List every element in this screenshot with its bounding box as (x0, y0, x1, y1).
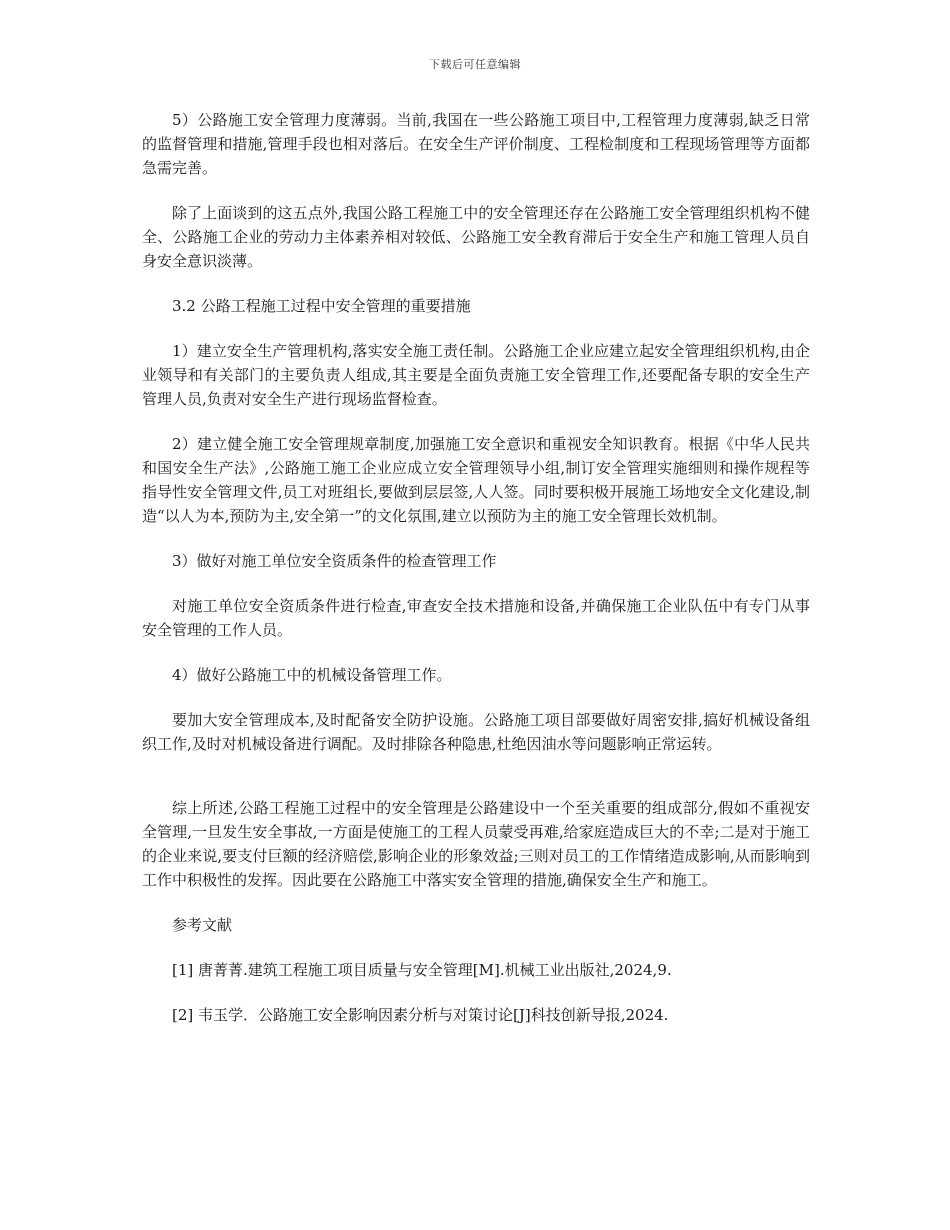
paragraph-measure-4-body: 要加大安全管理成本,及时配备安全防护设施。公路施工项目部要做好周密安排,搞好机械设备组织工作,及时对机械设备进行调配。及时排除各种隐患,杜绝因油水等问题影响正常运转。 (142, 711, 810, 753)
section-heading-3-2: 3.2 公路工程施工过程中安全管理的重要措施 (172, 297, 471, 315)
paragraph-measure-3-body: 对施工单位安全资质条件进行检查,审查安全技术措施和设备,并确保施工企业队伍中有专门从事安全管理的工作人员。 (142, 597, 810, 639)
reference-item-2: [2] 韦玉学．公路施工安全影响因素分析与对策讨论[J]科技创新导报,2024. (172, 1006, 669, 1024)
paragraph-other-issues: 除了上面谈到的这五点外,我国公路工程施工中的安全管理还存在公路施工安全管理组织机构不健全、公路施工企业的劳动力主体素养相对较低、公路施工安全教育滞后于安全生产和施工管理人员自身安全意识淡薄。 (142, 204, 810, 270)
paragraph-measure-1: 1）建立安全生产管理机构,落实安全施工责任制。公路施工企业应建立起安全管理组织机构,由企业领导和有关部门的主要负责人组成,其主要是全面负责施工安全管理工作,还要配备专职的安全生产管理人员,负责对安全生产进行现场监督检查。 (142, 342, 810, 408)
paragraph-measure-3-title: 3）做好对施工单位安全资质条件的检查管理工作 (172, 552, 497, 570)
document-body (142, 108, 810, 1048)
page-header-note: 下载后可任意编辑 (429, 58, 521, 71)
reference-item-1: [1] 唐菁菁.建筑工程施工项目质量与安全管理[M].机械工业出版社,2024,9. (172, 961, 672, 979)
paragraph-measure-4-title: 4）做好公路施工中的机械设备管理工作。 (172, 666, 452, 684)
references-heading: 参考文献 (172, 916, 233, 934)
paragraph-point-5: 5）公路施工安全管理力度薄弱。当前,我国在一些公路施工项目中,工程管理力度薄弱,缺乏日常的监督管理和措施,管理手段也相对落后。在安全生产评价制度、工程检制度和工程现场管理等方面都急需完善。 (142, 111, 810, 177)
paragraph-conclusion: 综上所述,公路工程施工过程中的安全管理是公路建设中一个至关重要的组成部分,假如不重视安全管理,一旦发生安全事故,一方面是使施工的工程人员蒙受再难,给家庭造成巨大的不幸;二是对于施工的企业来说,要支付巨额的经济赔偿,影响企业的形象效益;三则对员工的工作情绪造成影响,从而影响到工作中积极性的发挥。因此要在公路施工中落实安全管理的措施,确保安全生产和施工。 (142, 799, 810, 889)
paragraph-measure-2: 2）建立健全施工安全管理规章制度,加强施工安全意识和重视安全知识教育。根据《中华人民共和国安全生产法》,公路施工施工企业应成立安全管理领导小组,制订安全管理实施细则和操作规程等指导性安全管理文件,员工对班组长,要做到层层签,人人签。同时要积极开展施工场地安全文化建设,制造“以人为本,预防为主,安全第一”的文化氛围,建立以预防为主的施工安全管理长效机制。 (142, 435, 810, 525)
